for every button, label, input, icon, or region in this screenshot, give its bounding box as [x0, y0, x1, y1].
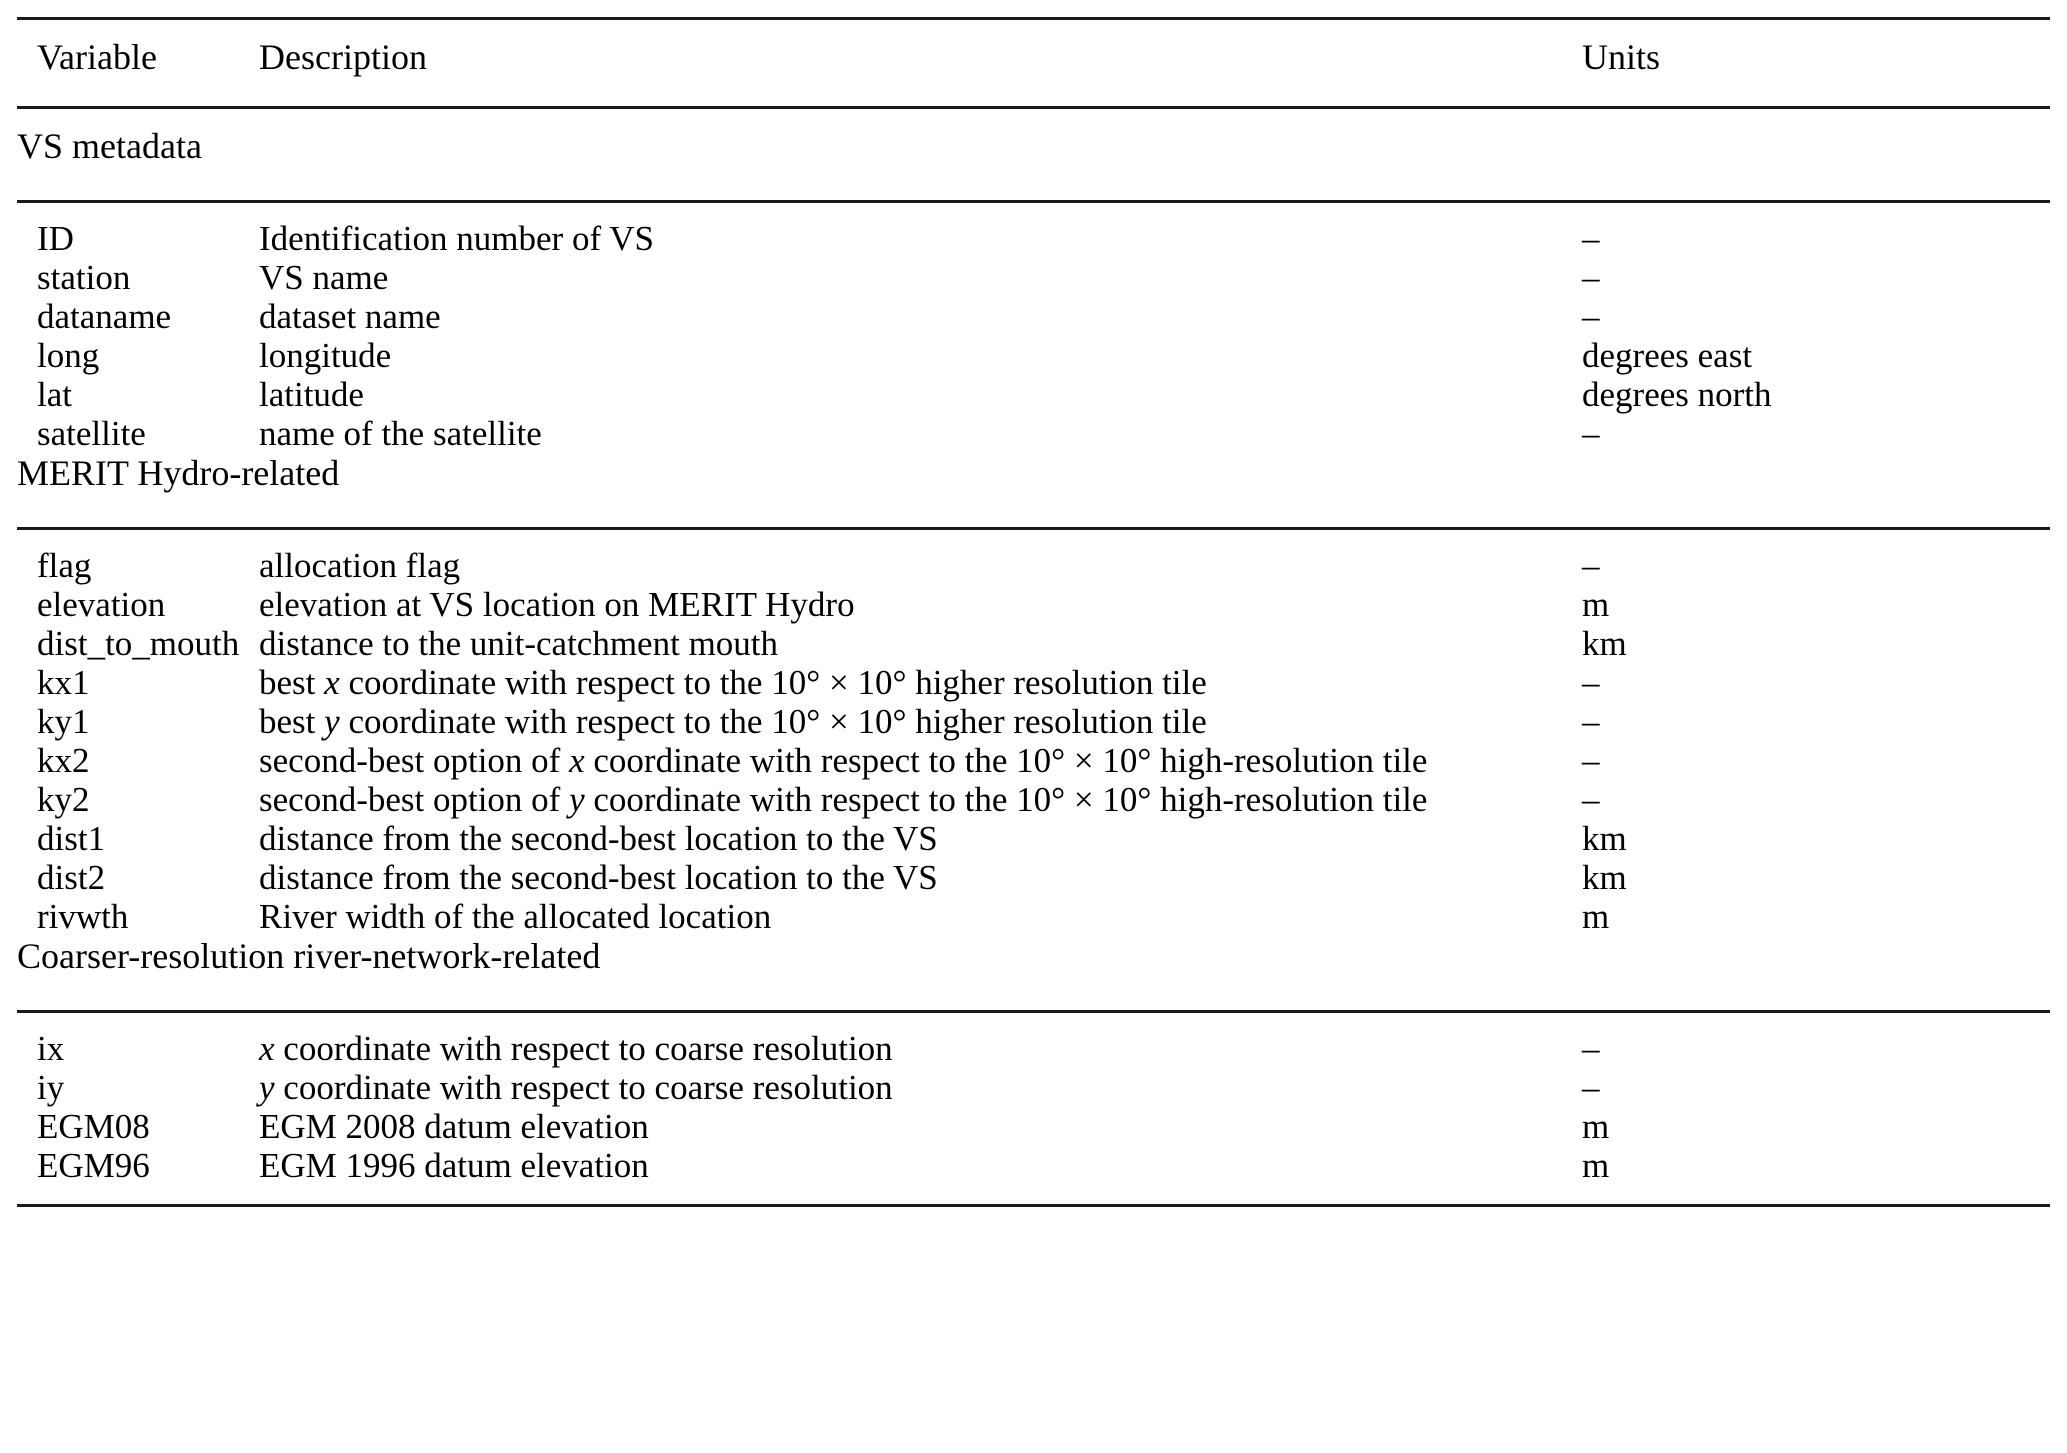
cell-description: VS name — [259, 258, 389, 297]
cell-description: name of the satellite — [259, 414, 542, 453]
horizontal-rule — [17, 511, 2050, 548]
cell-variable: flag — [37, 546, 92, 585]
cell-description: best y coordinate with respect to the 10° × 10° higher resolution tile — [259, 702, 1207, 741]
cell-units: – — [1582, 702, 1600, 741]
cell-description: EGM 2008 datum elevation — [259, 1107, 649, 1146]
table-row — [17, 1148, 2050, 1187]
cell-variable: lat — [37, 375, 72, 414]
variable-description-table — [17, 14, 2050, 1207]
section-title-spacer — [1582, 455, 2050, 511]
cell-units: – — [1582, 741, 1600, 780]
cell-description: y coordinate with respect to coarse resolution — [259, 1068, 893, 1107]
table-row — [17, 743, 2050, 782]
rule-line — [17, 527, 2050, 530]
rule-line — [17, 1204, 2050, 1207]
section-title: Coarser-resolution river-network-related — [17, 936, 601, 976]
horizontal-rule — [17, 89, 2050, 128]
table-row — [17, 587, 2050, 626]
cell-variable: EGM96 — [37, 1146, 150, 1185]
section-title-spacer — [1582, 128, 2050, 184]
cell-variable: EGM08 — [37, 1107, 150, 1146]
cell-variable: ID — [37, 219, 74, 258]
table-row — [17, 221, 2050, 260]
table-row — [17, 548, 2050, 587]
section-title-row — [17, 128, 2050, 184]
table-row — [17, 626, 2050, 665]
cell-description: longitude — [259, 336, 392, 375]
table-header-row — [17, 39, 2050, 89]
cell-variable: iy — [37, 1068, 65, 1107]
section-title-row — [17, 938, 2050, 994]
cell-description: allocation flag — [259, 546, 461, 585]
cell-description: distance from the second-best location to the VS — [259, 858, 938, 897]
cell-description: Identification number of VS — [259, 219, 654, 258]
cell-units: – — [1582, 414, 1600, 453]
table-bottom-rule — [17, 1187, 2050, 1207]
cell-variable: kx2 — [37, 741, 90, 780]
section-title: MERIT Hydro-related — [17, 453, 340, 493]
cell-units: km — [1582, 858, 1627, 897]
cell-units: degrees east — [1582, 336, 1753, 375]
table-row — [17, 299, 2050, 338]
table-row — [17, 782, 2050, 821]
cell-units: km — [1582, 624, 1627, 663]
cell-description: distance from the second-best location to the VS — [259, 819, 938, 858]
cell-units: m — [1582, 1107, 1610, 1146]
table-row — [17, 1109, 2050, 1148]
cell-variable: station — [37, 258, 131, 297]
cell-description: second-best option of y coordinate with respect to the 10° × 10° high-resolution tile — [259, 780, 1428, 819]
cell-description: EGM 1996 datum elevation — [259, 1146, 649, 1185]
cell-variable: ky1 — [37, 702, 90, 741]
section-rule — [17, 511, 2050, 548]
section-rule — [17, 184, 2050, 221]
horizontal-rule — [17, 1187, 2050, 1207]
cell-units: – — [1582, 258, 1600, 297]
header-bottom-rule — [17, 89, 2050, 128]
table-row — [17, 1031, 2050, 1070]
rule-line — [17, 1010, 2050, 1013]
cell-variable: dist1 — [37, 819, 106, 858]
column-header-description: Description — [259, 37, 427, 77]
section-title-spacer — [1582, 938, 2050, 994]
table-row — [17, 416, 2050, 455]
cell-description: dataset name — [259, 297, 441, 336]
column-header-units: Units — [1582, 37, 1661, 77]
cell-description: x coordinate with respect to coarse resolution — [259, 1029, 893, 1068]
column-header-variable: Variable — [37, 37, 157, 77]
cell-variable: satellite — [37, 414, 146, 453]
table-row — [17, 338, 2050, 377]
cell-variable: dist_to_mouth — [37, 624, 240, 663]
horizontal-rule — [17, 184, 2050, 221]
section-title: VS metadata — [17, 126, 202, 166]
table-row — [17, 899, 2050, 938]
rule-line — [17, 17, 2050, 20]
horizontal-rule — [17, 14, 2050, 39]
table-row — [17, 704, 2050, 743]
cell-variable: dist2 — [37, 858, 106, 897]
table-row — [17, 821, 2050, 860]
rule-line — [17, 106, 2050, 109]
cell-units: – — [1582, 297, 1600, 336]
rule-line — [17, 200, 2050, 203]
cell-variable: long — [37, 336, 100, 375]
cell-units: – — [1582, 1068, 1600, 1107]
table-body — [17, 14, 2050, 1207]
cell-variable: dataname — [37, 297, 172, 336]
cell-variable: elevation — [37, 585, 166, 624]
cell-units: m — [1582, 1146, 1610, 1185]
cell-units: – — [1582, 219, 1600, 258]
cell-units: – — [1582, 1029, 1600, 1068]
table-row — [17, 377, 2050, 416]
cell-units: degrees north — [1582, 375, 1772, 414]
section-rule — [17, 994, 2050, 1031]
cell-description: River width of the allocated location — [259, 897, 772, 936]
section-title-row — [17, 455, 2050, 511]
cell-description: second-best option of x coordinate with respect to the 10° × 10° high-resolution tile — [259, 741, 1428, 780]
cell-variable: ky2 — [37, 780, 90, 819]
cell-description: best x coordinate with respect to the 10° × 10° higher resolution tile — [259, 663, 1207, 702]
cell-description: latitude — [259, 375, 364, 414]
cell-variable: ix — [37, 1029, 65, 1068]
table-row — [17, 260, 2050, 299]
table-row — [17, 860, 2050, 899]
horizontal-rule — [17, 994, 2050, 1031]
table-row — [17, 1070, 2050, 1109]
cell-description: elevation at VS location on MERIT Hydro — [259, 585, 855, 624]
table-row — [17, 665, 2050, 704]
cell-description: distance to the unit-catchment mouth — [259, 624, 779, 663]
cell-units: – — [1582, 546, 1600, 585]
cell-units: – — [1582, 780, 1600, 819]
cell-units: – — [1582, 663, 1600, 702]
cell-units: m — [1582, 897, 1610, 936]
cell-units: km — [1582, 819, 1627, 858]
cell-variable: kx1 — [37, 663, 90, 702]
cell-units: m — [1582, 585, 1610, 624]
table-top-rule — [17, 14, 2050, 39]
cell-variable: rivwth — [37, 897, 129, 936]
